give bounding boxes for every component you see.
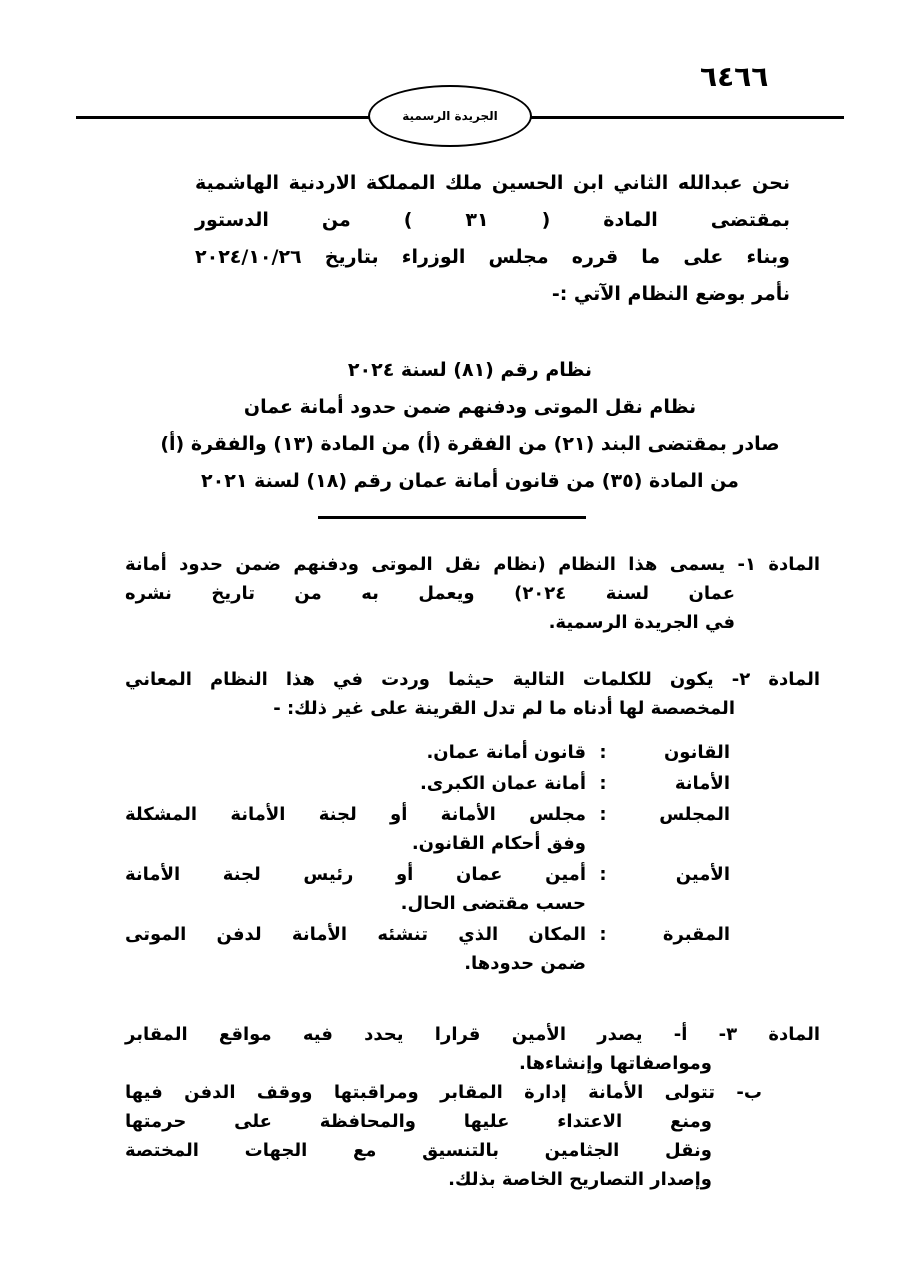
definition-text: المكان الذي تنشئه الأمانة لدفن الموتى [125,924,586,945]
definition-text: حسب مقتضى الحال. [400,893,586,914]
article-line: ونقل الجثامين بالتنسيق مع الجهات المختصة [125,1140,712,1161]
preamble [195,165,790,313]
article-line: في الجريدة الرسمية. [548,612,735,633]
article-line: ب- تتولى الأمانة إدارة المقابر ومراقبتها ووقف الدفن فيها [125,1082,762,1103]
article-line: المخصصة لها أدناه ما لم تدل القرينة على غير ذلك: - [273,698,735,719]
page-number: ٦٤٦٦ [700,60,769,93]
preamble-line: وبناء على ما قرره مجلس الوزراء بتاريخ ٢٠٢٤/١٠/٢٦ [195,246,790,268]
definition-item [125,800,730,858]
definition-colon: : [599,864,607,885]
gazette-label: الجريدة الرسمية [368,85,532,147]
regulation-authority: من المادة (٣٥) من قانون أمانة عمان رقم (١٨) لسنة ٢٠٢١ [201,470,739,492]
definition-colon: : [599,924,607,945]
regulation-number: نظام رقم (٨١) لسنة ٢٠٢٤ [347,359,593,381]
definition-colon: : [599,773,607,794]
definition-text: وفق أحكام القانون. [411,833,586,854]
definition-text: قانون أمانة عمان. [426,742,586,763]
article-2 [125,665,820,723]
definition-text: مجلس الأمانة أو لجنة الأمانة المشكلة [125,804,586,825]
regulation-name: نظام نقل الموتى ودفنهم ضمن حدود أمانة عمان [243,396,697,418]
preamble-line: نأمر بوضع النظام الآتي :- [551,283,790,305]
article-line: المادة ٢- يكون للكلمات التالية حيثما وردت في هذا النظام المعاني [125,669,821,690]
definition-colon: : [599,804,607,825]
definition-text: ضمن حدودها. [464,953,586,974]
definition-text: أمانة عمان الكبرى. [419,773,586,794]
article-1 [125,550,820,637]
article-line: المادة ٣- أ- يصدر الأمين قرارا يحدد فيه مواقع المقابر [125,1024,820,1045]
regulation-title [150,352,790,500]
definition-term: المقبرة [662,924,730,945]
definition-text: أمين عمان أو رئيس لجنة الأمانة [125,864,586,885]
definition-term: المجلس [659,804,730,825]
definition-item [125,738,730,767]
article-line: عمان لسنة ٢٠٢٤) ويعمل به من تاريخ نشره [125,583,736,604]
definition-term: القانون [663,742,730,763]
definition-term: الأمانة [674,773,730,794]
definition-item [125,860,730,918]
article-line: ومواصفاتها وإنشاءها. [518,1053,712,1074]
definitions-list [125,738,730,980]
article-line: وإصدار التصاريح الخاصة بذلك. [448,1169,712,1190]
preamble-line: نحن عبدالله الثاني ابن الحسين ملك المملكة الاردنية الهاشمية [195,172,790,194]
preamble-line: بمقتضى المادة ( ٣١ ) من الدستور [195,209,790,231]
article-3-clause-a [125,1020,820,1078]
definition-item [125,920,730,978]
regulation-authority: صادر بمقتضى البند (٢١) من الفقرة (أ) من المادة (١٣) والفقرة (أ) [160,433,780,455]
article-3 [125,1020,820,1194]
definition-item [125,769,730,798]
article-3-clause-b [125,1078,820,1194]
definition-term: الأمين [675,864,730,885]
section-divider [318,516,586,519]
definition-colon: : [599,742,607,763]
article-line: ومنع الاعتداء عليها والمحافظة على حرمتها [125,1111,712,1132]
article-line: المادة ١- يسمى هذا النظام (نظام نقل الموتى ودفنهم ضمن حدود أمانة [125,554,820,575]
